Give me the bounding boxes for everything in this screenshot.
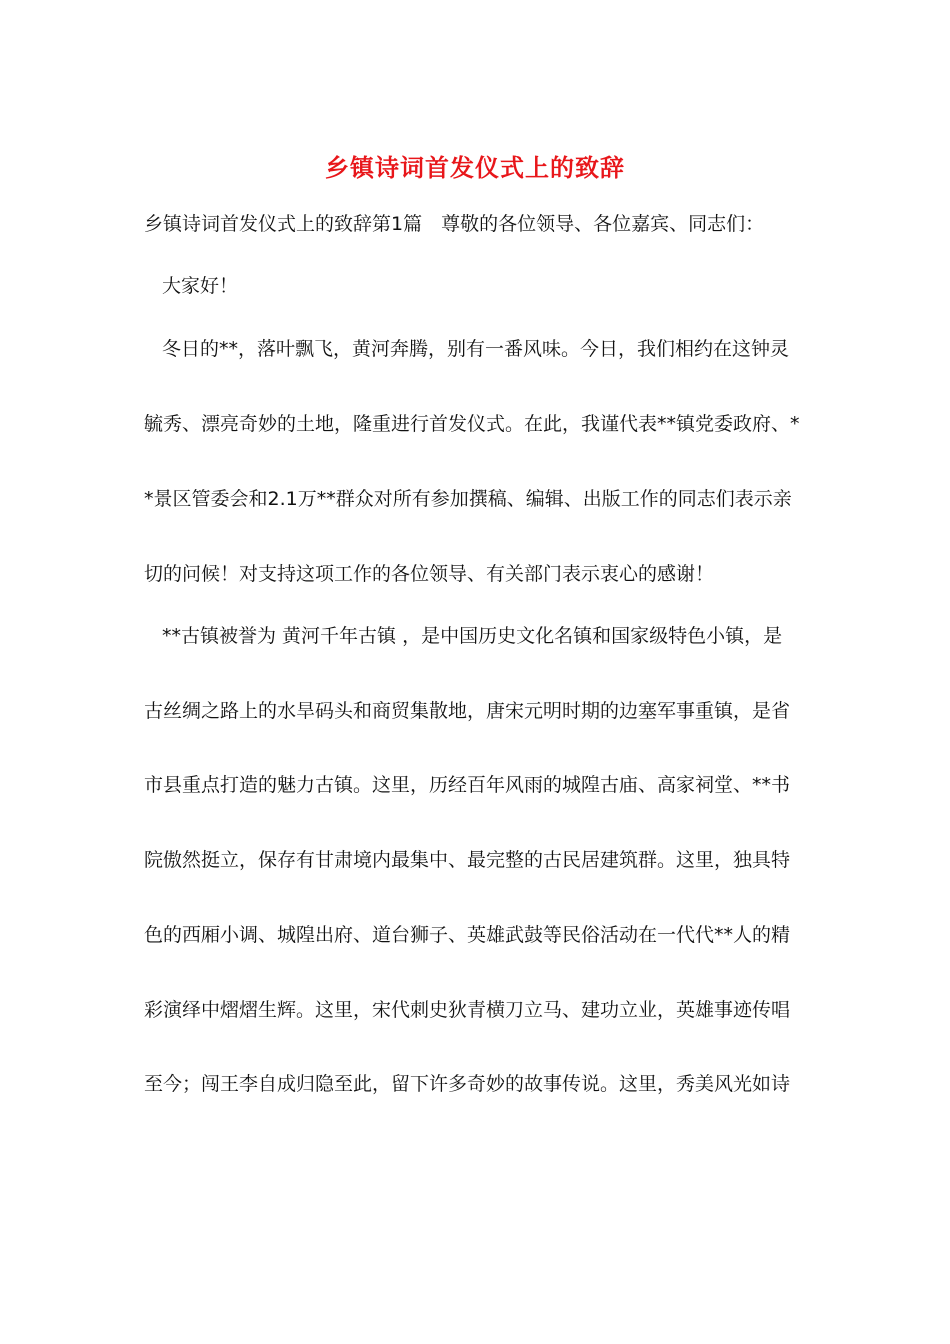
paragraph-line: 市县重点打造的魅力古镇。这里，历经百年风雨的城隍古庙、高家祠堂、**书 <box>144 774 791 796</box>
paragraph-line: 大家好！ <box>162 275 239 297</box>
paragraph-line: 冬日的**，落叶飘飞，黄河奔腾，别有一番风味。今日，我们相约在这钟灵 <box>162 338 790 360</box>
paragraph-line: 古丝绸之路上的水旱码头和商贸集散地，唐宋元明时期的边塞军事重镇，是省 <box>144 700 791 722</box>
paragraph-line: 切的问候！对支持这项工作的各位领导、有关部门表示衷心的感谢！ <box>144 563 715 585</box>
paragraph-line: **古镇被誉为 黄河千年古镇 ，是中国历史文化名镇和国家级特色小镇，是 <box>162 625 783 647</box>
paragraph-line: 乡镇诗词首发仪式上的致辞第1篇 尊敬的各位领导、各位嘉宾、同志们： <box>144 213 765 235</box>
paragraph-line: 至今；闯王李自成归隐至此，留下许多奇妙的故事传说。这里，秀美风光如诗 <box>144 1073 791 1095</box>
paragraph-line: 彩演绎中熠熠生辉。这里，宋代刺史狄青横刀立马、建功立业，英雄事迹传唱 <box>144 999 791 1021</box>
document-title: 乡镇诗词首发仪式上的致辞 <box>325 154 625 182</box>
paragraph-line: *景区管委会和2.1万**群众对所有参加撰稿、编辑、出版工作的同志们表示亲 <box>144 488 792 510</box>
paragraph-line: 色的西厢小调、城隍出府、道台狮子、英雄武鼓等民俗活动在一代代**人的精 <box>144 924 791 946</box>
paragraph-line: 院傲然挺立，保存有甘肃境内最集中、最完整的古民居建筑群。这里，独具特 <box>144 849 791 871</box>
paragraph-line: 毓秀、漂亮奇妙的土地，隆重进行首发仪式。在此，我谨代表**镇党委政府、* <box>144 413 800 435</box>
